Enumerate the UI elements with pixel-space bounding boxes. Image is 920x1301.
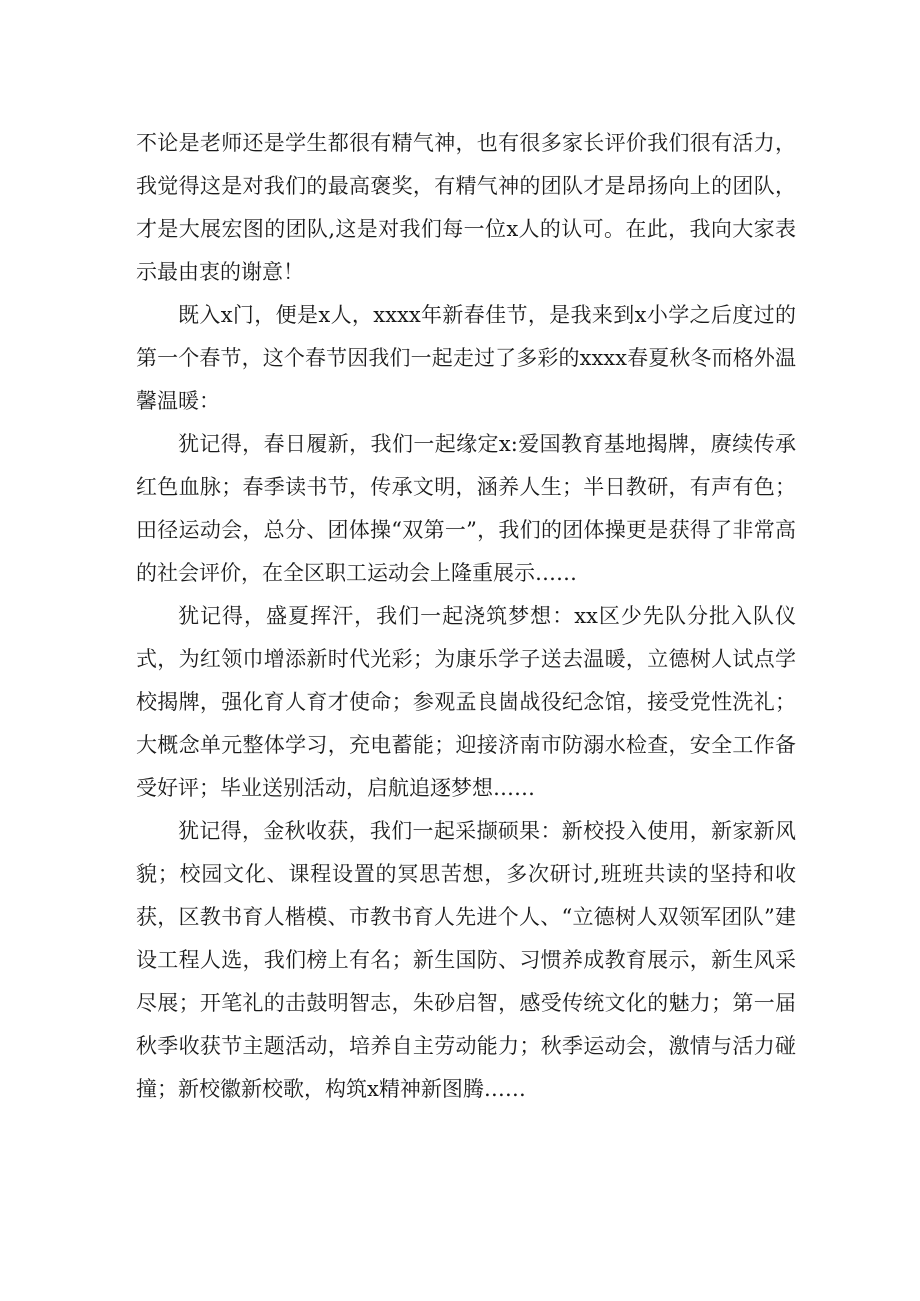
document-body [136,122,796,1111]
paragraph-1: 不论是老师还是学生都很有精气神，也有很多家长评价我们很有活力，我觉得这是对我们的最高褒奖，有精气神的团队才是昂扬向上的团队，才是大展宏图的团队,这是对我们每一位x人的认可。在此，我向大家表示最由衷的谢意！ [136,131,796,284]
paragraph-4: 犹记得，盛夏挥汗，我们一起浇筑梦想：xx区少先队分批入队仪式，为红领巾增添新时代光彩；为康乐学子送去温暖，立德树人试点学校揭牌，强化育人育才使命；参观孟良崮战役纪念馆，接受党性洗礼；大概念单元整体学习，充电蓄能；迎接济南市防溺水检查，安全工作备受好评；毕业送别活动，启航追逐梦想…… [136,604,796,800]
paragraph-3: 犹记得，春日履新，我们一起缘定x:爱国教育基地揭牌，赓续传承红色血脉；春季读书节，传承文明，涵养人生；半日教研，有声有色；田径运动会，总分、团体操“双第一”，我们的团体操更是获得了非常高的社会评价，在全区职工运动会上隆重展示…… [136,432,796,585]
paragraph-5: 犹记得，金秋收获，我们一起采撷硕果：新校投入使用，新家新风貌；校园文化、课程设置的冥思苦想，多次研讨,班班共读的坚持和收获，区教书育人楷模、市教书育人先进个人、“立德树人双领军团队”建设工程人选，我们榜上有名；新生国防、习惯养成教育展示，新生风采尽展；开笔礼的击鼓明智志，朱砂启智，感受传统文化的魅力；第一届秋季收获节主题活动，培养自主劳动能力；秋季运动会，激情与活力碰撞；新校徽新校歌，构筑x精神新图腾…… [136,819,796,1101]
paragraph-2: 既入x门，便是x人，xxxx年新春佳节，是我来到x小学之后度过的第一个春节，这个春节因我们一起走过了多彩的xxxx春夏秋冬而格外温馨温暖： [136,303,796,413]
